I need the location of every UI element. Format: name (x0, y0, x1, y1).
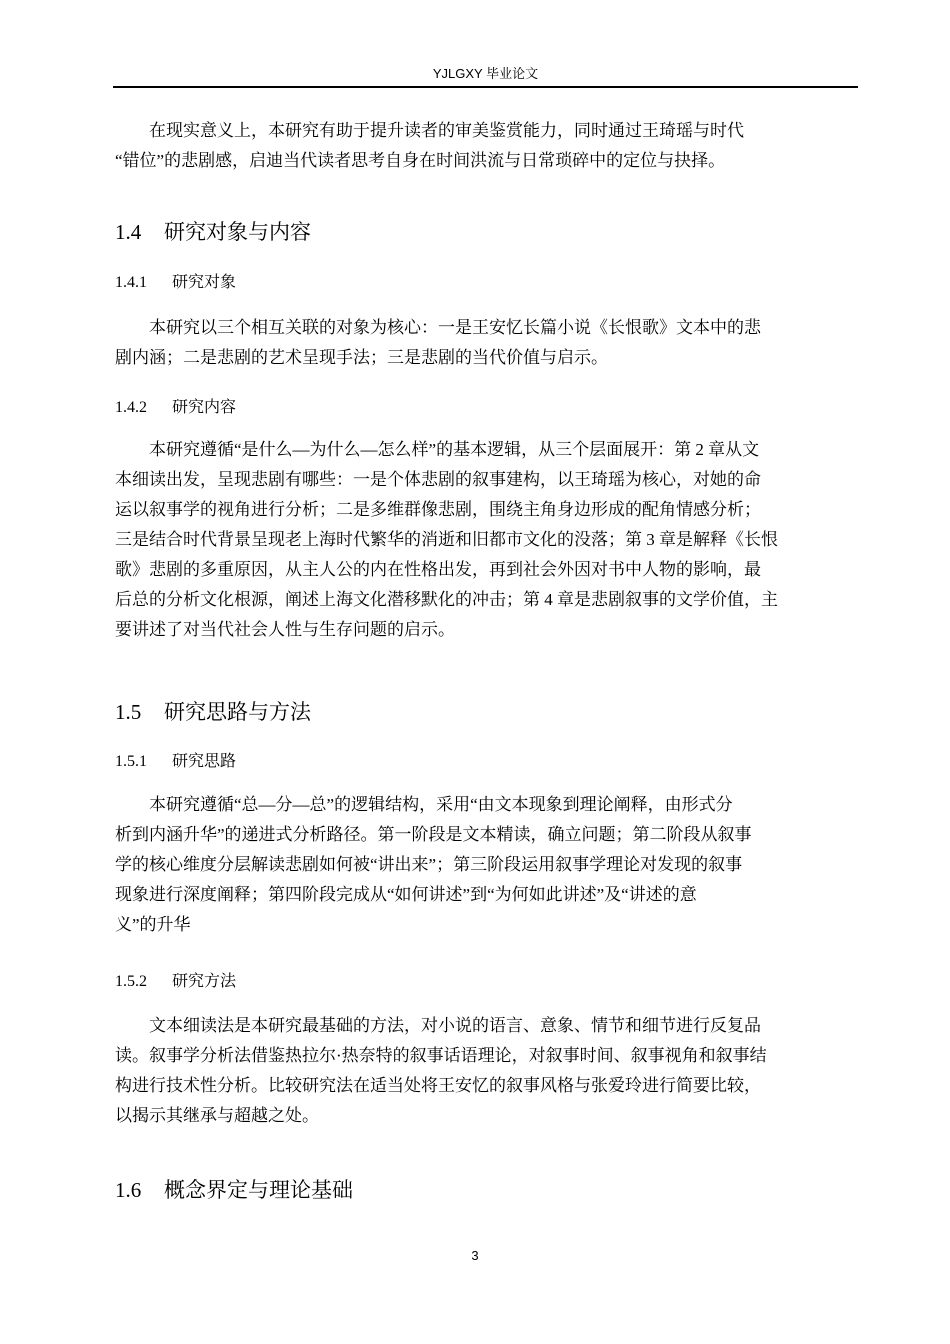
paragraph-line: 歌》悲剧的多重原因，从主人公的内在性格出发，再到社会外因对书中人物的影响，最 (115, 560, 761, 579)
paragraph-research-content (115, 435, 860, 645)
paragraph-line: 本细读出发，呈现悲剧有哪些：一是个体悲剧的叙事建构，以王琦瑶为核心，对她的命 (115, 470, 761, 489)
subsection-heading-1-5-1 (115, 750, 236, 774)
subsection-heading-1-4-2 (115, 396, 236, 420)
paragraph-line: “错位”的悲剧感，启迪当代读者思考自身在时间洪流与日常琐碎中的定位与抉择。 (115, 151, 726, 170)
section-number: 1.6 (115, 1178, 142, 1202)
subsection-number: 1.5.2 (115, 973, 147, 990)
paragraph-line: 本研究遵循“总—分—总”的逻辑结构，采用“由文本现象到理论阐释，由形式分 (115, 795, 733, 814)
paragraph-research-approach (115, 790, 860, 940)
paragraph-line: 文本细读法是本研究最基础的方法，对小说的语言、意象、情节和细节进行反复品 (115, 1016, 761, 1035)
paragraph-line: 后总的分析文化根源，阐述上海文化潜移默化的冲击；第 4 章是悲剧叙事的文学价值，主 (115, 590, 778, 609)
paragraph-line: 以揭示其继承与超越之处。 (115, 1106, 319, 1125)
subsection-title: 研究对象 (172, 274, 237, 291)
paragraph-line: 析到内涵升华”的递进式分析路径。第一阶段是文本精读，确立问题；第二阶段从叙事 (115, 825, 752, 844)
paragraph-line: 要讲述了对当代社会人性与生存问题的启示。 (115, 620, 455, 639)
subsection-title: 研究思路 (172, 753, 237, 770)
section-title: 研究思路与方法 (164, 700, 311, 724)
section-title: 概念界定与理论基础 (164, 1178, 353, 1202)
paragraph-research-object (115, 313, 860, 373)
subsection-number: 1.4.1 (115, 274, 147, 291)
section-heading-1-5 (115, 698, 311, 726)
paragraph-line: 运以叙事学的视角进行分析；二是多维群像悲剧，围绕主角身边形成的配角情感分析； (115, 500, 761, 519)
subsection-heading-1-5-2 (115, 970, 236, 994)
paragraph-line: 构进行技术性分析。比较研究法在适当处将王安忆的叙事风格与张爱玲进行简要比较， (115, 1076, 761, 1095)
paragraph-line: 义”的升华 (115, 915, 191, 934)
header-rule (113, 86, 858, 88)
section-number: 1.4 (115, 220, 142, 244)
paragraph-line: 三是结合时代背景呈现老上海时代繁华的消逝和旧都市文化的没落；第 3 章是解释《长恨 (115, 530, 778, 549)
paragraph-line: 剧内涵；二是悲剧的艺术呈现手法；三是悲剧的当代价值与启示。 (115, 348, 608, 367)
paragraph-line: 学的核心维度分层解读悲剧如何被“讲出来”；第三阶段运用叙事学理论对发现的叙事 (115, 855, 743, 874)
subsection-number: 1.5.1 (115, 753, 147, 770)
paragraph-line: 读。叙事学分析法借鉴热拉尔·热奈特的叙事话语理论，对叙事时间、叙事视角和叙事结 (115, 1046, 767, 1065)
paragraph-line: 在现实意义上，本研究有助于提升读者的审美鉴赏能力，同时通过王琦瑶与时代 (115, 121, 744, 140)
subsection-heading-1-4-1 (115, 271, 236, 295)
page-number: 3 (471, 1248, 479, 1263)
section-number: 1.5 (115, 700, 142, 724)
paragraph-line: 现象进行深度阐释；第四阶段完成从“如何讲述”到“为何如此讲述”及“讲述的意 (115, 885, 697, 904)
section-title: 研究对象与内容 (164, 220, 311, 244)
running-header: YJLGXY 毕业论文 (432, 66, 539, 81)
intro-paragraph (115, 116, 860, 176)
section-heading-1-6 (115, 1176, 353, 1204)
paragraph-line: 本研究以三个相互关联的对象为核心：一是王安忆长篇小说《长恨歌》文本中的悲 (115, 318, 761, 337)
subsection-number: 1.4.2 (115, 399, 147, 416)
subsection-title: 研究内容 (172, 399, 237, 416)
subsection-title: 研究方法 (172, 973, 237, 990)
paragraph-research-methods (115, 1011, 860, 1131)
paragraph-line: 本研究遵循“是什么—为什么—怎么样”的基本逻辑，从三个层面展开：第 2 章从文 (115, 440, 760, 459)
section-heading-1-4 (115, 218, 311, 246)
